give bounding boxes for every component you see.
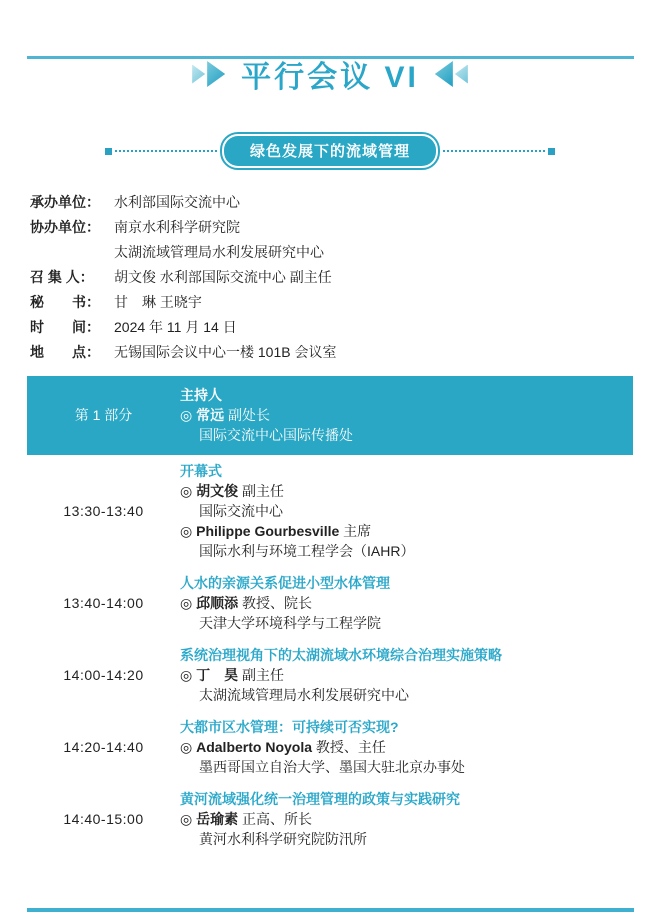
dotted-line: [443, 150, 545, 152]
info-line: [30, 265, 630, 290]
part-label: 第 1 部分: [74, 407, 133, 423]
info-label: 时 间：: [30, 319, 100, 335]
session-block: [180, 715, 633, 779]
moderator-block: [180, 385, 633, 445]
session-title: 平行会议 VI: [241, 61, 419, 94]
info-label: 召 集 人：: [30, 269, 94, 285]
speaker-affiliation: 太湖流域管理局水利发展研究中心: [199, 687, 409, 703]
conference-program-page: [0, 52, 660, 855]
time-slot: 14:00-14:20: [63, 667, 144, 683]
info-value: 无锡国际会议中心一楼 101B 会议室: [114, 344, 337, 360]
info-value: 南京水利科学研究院: [114, 219, 240, 235]
chevron-right-icon: [207, 61, 225, 87]
speaker-name: 丁 昊: [196, 667, 239, 683]
session-block: [180, 571, 633, 635]
speaker-bullet: ◎: [180, 523, 193, 539]
session-topic: 系统治理视角下的太湖流域水环境综合治理实施策略: [180, 647, 502, 663]
session-topic: 开幕式: [180, 463, 222, 479]
chevron-left-icon: [435, 61, 453, 87]
session-block: [180, 459, 633, 563]
session-block: [180, 787, 633, 851]
speaker-name: 胡文俊: [196, 483, 239, 499]
speaker-title: 副主任: [242, 667, 284, 683]
info-values: [114, 265, 630, 290]
time-slot: 14:40-15:00: [63, 811, 144, 827]
moderator-line: [180, 405, 633, 425]
info-line: [30, 340, 630, 365]
speaker-affiliation: 天津大学环境科学与工程学院: [199, 615, 381, 631]
moderator-title: 副处长: [228, 407, 270, 423]
speaker-title: 副主任: [242, 483, 284, 499]
speaker-line: [180, 521, 625, 541]
speaker-line: [180, 593, 625, 613]
bottom-divider: [27, 908, 634, 912]
time-slot: 14:20-14:40: [63, 739, 144, 755]
double-chevron-left-icon: [435, 61, 470, 87]
speaker-name: 邱顺添: [196, 595, 239, 611]
info-label: 承办单位：: [30, 194, 100, 210]
chevron-left-icon: [455, 65, 468, 84]
session-topic: 人水的亲源关系促进小型水体管理: [180, 575, 390, 591]
schedule-row: [27, 455, 633, 567]
info-label: 协办单位：: [30, 219, 100, 235]
schedule-row: [27, 711, 633, 783]
speaker-name: 岳瑜素: [196, 811, 239, 827]
speaker-line: [180, 481, 625, 501]
square-end-icon: [548, 148, 555, 155]
square-end-icon: [105, 148, 112, 155]
moderator-name: 常远: [196, 407, 225, 423]
session-topic: 黄河流域强化统一治理管理的政策与实践研究: [180, 791, 460, 807]
info-value: 甘 琳 王晓宇: [114, 294, 202, 310]
speaker-affiliation: 墨西哥国立自治大学、墨国大驻北京办事处: [199, 759, 465, 775]
speaker-title: 教授、主任: [315, 739, 386, 755]
speaker-title: 教授、院长: [242, 595, 312, 611]
speaker-line: [180, 665, 625, 685]
schedule-row: [27, 783, 633, 855]
info-value: 2024 年 11 月 14 日: [114, 319, 237, 335]
info-values: [114, 290, 630, 315]
speaker-line: [180, 737, 625, 757]
speaker-title: 主席: [343, 523, 372, 539]
meta-info-section: [30, 190, 630, 365]
dotted-line: [115, 150, 217, 152]
info-line: [30, 290, 630, 315]
info-value: 太湖流域管理局水利发展研究中心: [114, 244, 324, 260]
speaker-name: Adalberto Noyola: [196, 739, 313, 755]
info-line: [30, 315, 630, 340]
info-label: 秘 书：: [30, 294, 100, 310]
schedule-header-band: [27, 376, 633, 455]
double-chevron-right-icon: [190, 61, 225, 87]
info-value: 胡文俊 水利部国际交流中心 副主任: [114, 269, 332, 285]
session-block: [180, 643, 633, 707]
speaker-bullet: ◎: [180, 483, 193, 499]
chevron-right-icon: [192, 65, 205, 84]
topic-badge-label: 绿色发展下的流域管理: [224, 136, 436, 166]
speaker-bullet: ◎: [180, 407, 193, 423]
time-slot: 13:30-13:40: [63, 503, 144, 519]
speaker-name: Philippe Gourbesville: [196, 523, 340, 539]
speaker-affiliation: 国际交流中心: [199, 503, 283, 519]
speaker-bullet: ◎: [180, 595, 193, 611]
speaker-line: [180, 809, 625, 829]
speaker-bullet: ◎: [180, 811, 193, 827]
session-topic: 大都市区水管理：可持续可否实现?: [180, 719, 399, 735]
info-value: 水利部国际交流中心: [114, 194, 240, 210]
session-topic-row: [105, 132, 555, 170]
info-values: [114, 340, 630, 365]
speaker-bullet: ◎: [180, 667, 193, 683]
schedule-row: [27, 567, 633, 639]
moderator-affiliation: 国际交流中心国际传播处: [199, 427, 353, 443]
schedule-row: [27, 639, 633, 711]
time-slot: 13:40-14:00: [63, 595, 144, 611]
top-divider: [27, 56, 634, 59]
topic-badge: [220, 132, 440, 170]
info-values: [114, 315, 630, 340]
info-values: [114, 190, 630, 215]
info-line: [30, 190, 630, 215]
info-label: 地 点：: [30, 344, 100, 360]
moderator-role-label: 主持人: [180, 387, 222, 403]
info-line: [30, 215, 630, 265]
info-values: [114, 215, 630, 265]
speaker-title: 正高、所长: [242, 811, 312, 827]
speaker-affiliation: 国际水利与环境工程学会（IAHR）: [199, 543, 415, 559]
speaker-bullet: ◎: [180, 739, 193, 755]
speaker-affiliation: 黄河水利科学研究院防汛所: [199, 831, 367, 847]
schedule-table: [27, 376, 633, 855]
